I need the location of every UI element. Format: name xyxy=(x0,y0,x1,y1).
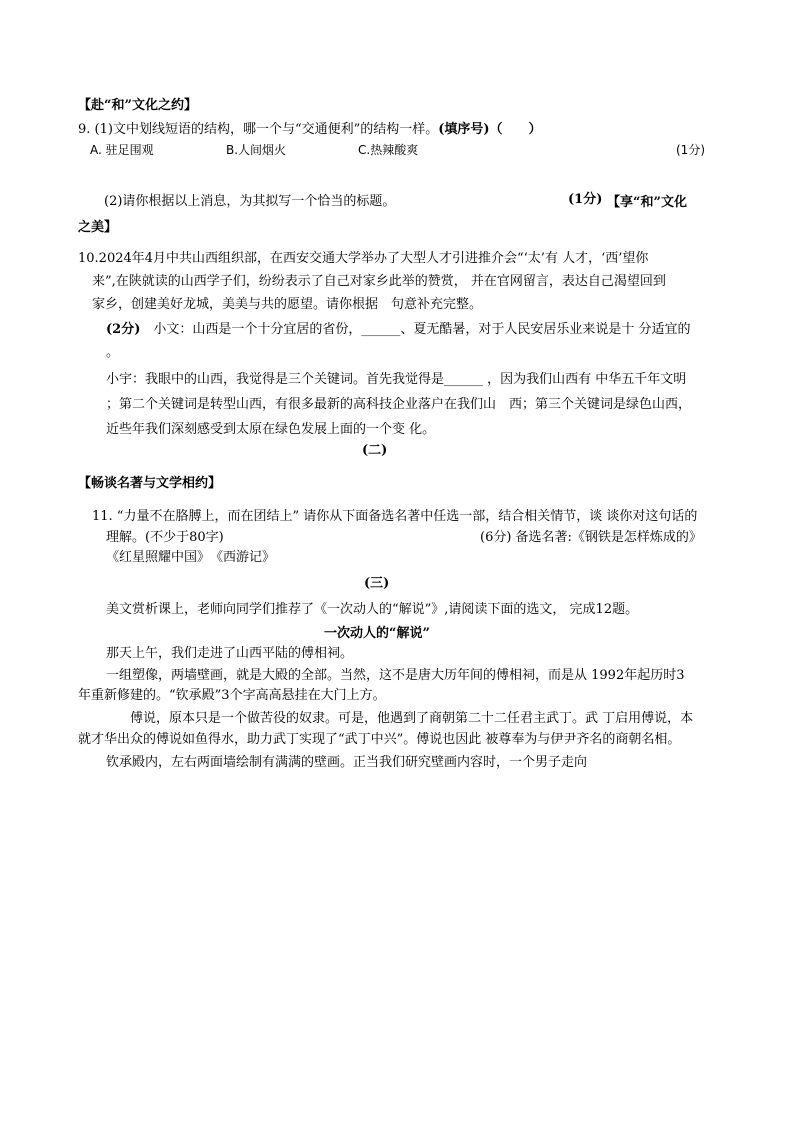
q10-line-4 xyxy=(106,322,691,338)
passage-p2-line-1: 一组塑像，两墙壁画，就是大殿的全部。当然，这不是唐大历年间的傅相祠，而是从 1992年起历时3 xyxy=(106,668,685,683)
q11-line-3: 《红星照耀中国》 《西游记》 xyxy=(106,550,276,565)
section-heading-enjoy-2: 之美】 xyxy=(78,220,118,235)
q9-option-a: A. 驻足围观 xyxy=(90,143,154,157)
passage-intro: 美文赏析课上，老师向同学们推荐了《一次动人的“解说”》,请阅读下面的选文， 完成12题。 xyxy=(106,602,639,617)
part-three-marker: (三) xyxy=(364,576,390,591)
q10-line-7: ；第二个关键词是转型山西，有很多最新的高科技企业落户在我们山 西；第三个关键词是绿色山西， xyxy=(106,397,692,412)
q11-line-1: 11. “力量不在胳膊上，而在团结上” 请你从下面备选名著中任选一部，结合相关情节，谈 谈你对这句话的 xyxy=(92,509,698,524)
q10-line-5: 。 xyxy=(106,345,120,360)
q10-line-1: 10.2024年4月中共山西组织部，在西安交通大学举办了大型人才引进推介会“‘太’有 人才，‘西’望你 xyxy=(78,251,649,266)
q10-line-2: 来”,在陕就读的山西学子们，纷纷表示了自己对家乡此举的赞赏， 并在官网留言，表达自己渴望回到 xyxy=(92,274,666,289)
q11-line-2a: 理解。(不少于80字) xyxy=(106,530,224,545)
q9-stem xyxy=(78,122,542,138)
q10-line-3: 家乡，创建美好龙城，美美与共的愿望。请你根据 句意补充完整。 xyxy=(92,297,483,312)
q10-line-4-text: 小文：山西是一个十分宜居的省份，______、夏无酷暑，对于人民安居乐业来说是十 分适宜的 xyxy=(153,322,691,337)
passage-p2-line-2: 年重新修建的。“钦承殿”3个字高高悬挂在大门上方。 xyxy=(78,688,386,703)
q9-part2: (2)请你根据以上消息，为其拟写一个恰当的标题。 xyxy=(104,194,396,209)
q9-option-c: C.热辣酸爽 xyxy=(358,143,419,157)
part-two-marker: (二) xyxy=(362,443,388,458)
passage-p1: 那天上午，我们走进了山西平陆的傅相祠。 xyxy=(106,646,354,661)
passage-title: 一次动人的“解说” xyxy=(324,626,430,641)
passage-p3-line-1: 傅说，原本只是一个做苦役的奴隶。可是，他遇到了商朝第二十二任君主武丁。武 丁启用傅说，本 xyxy=(130,711,694,726)
q10-score: (2分) xyxy=(106,322,141,337)
q9-stem-text: 9. (1)文中划线短语的结构，哪一个与“交通便利”的结构一样。 xyxy=(78,122,439,137)
q9-instruction: (填序号)（ ） xyxy=(438,122,542,137)
q9-option-b: B.人间烟火 xyxy=(226,143,287,157)
q9-score-2: (1分) xyxy=(568,192,603,207)
q10-line-8: 近些年我们深刻感受到太原在绿色发展上面的一个变 化。 xyxy=(106,422,436,437)
q9-score-1: (1分) xyxy=(676,143,705,157)
passage-p3-line-2: 就才华出众的傅说如鱼得水，助力武丁实现了“武丁中兴”。傅说也因此 被尊奉为与伊尹齐名的商朝名相。 xyxy=(78,732,681,747)
passage-p4: 钦承殿内，左右两面墙绘制有满满的壁画。正当我们研究壁画内容时，一个男子走向 xyxy=(106,755,588,770)
section-heading-enjoy-1: 【享“和”文化 xyxy=(607,195,687,210)
q11-line-2b: (6分) 备选名著:《钢铁是怎样炼成的》 xyxy=(480,530,702,545)
section-heading-he-culture: 【赴“和”文化之约】 xyxy=(78,98,197,113)
q10-line-6: 小宇：我眼中的山西，我觉得是三个关键词。首先我觉得是______ ，因为我们山西有 中华五千年文明 xyxy=(106,372,687,387)
section-heading-classics: 【畅谈名著与文学相约】 xyxy=(78,476,222,491)
